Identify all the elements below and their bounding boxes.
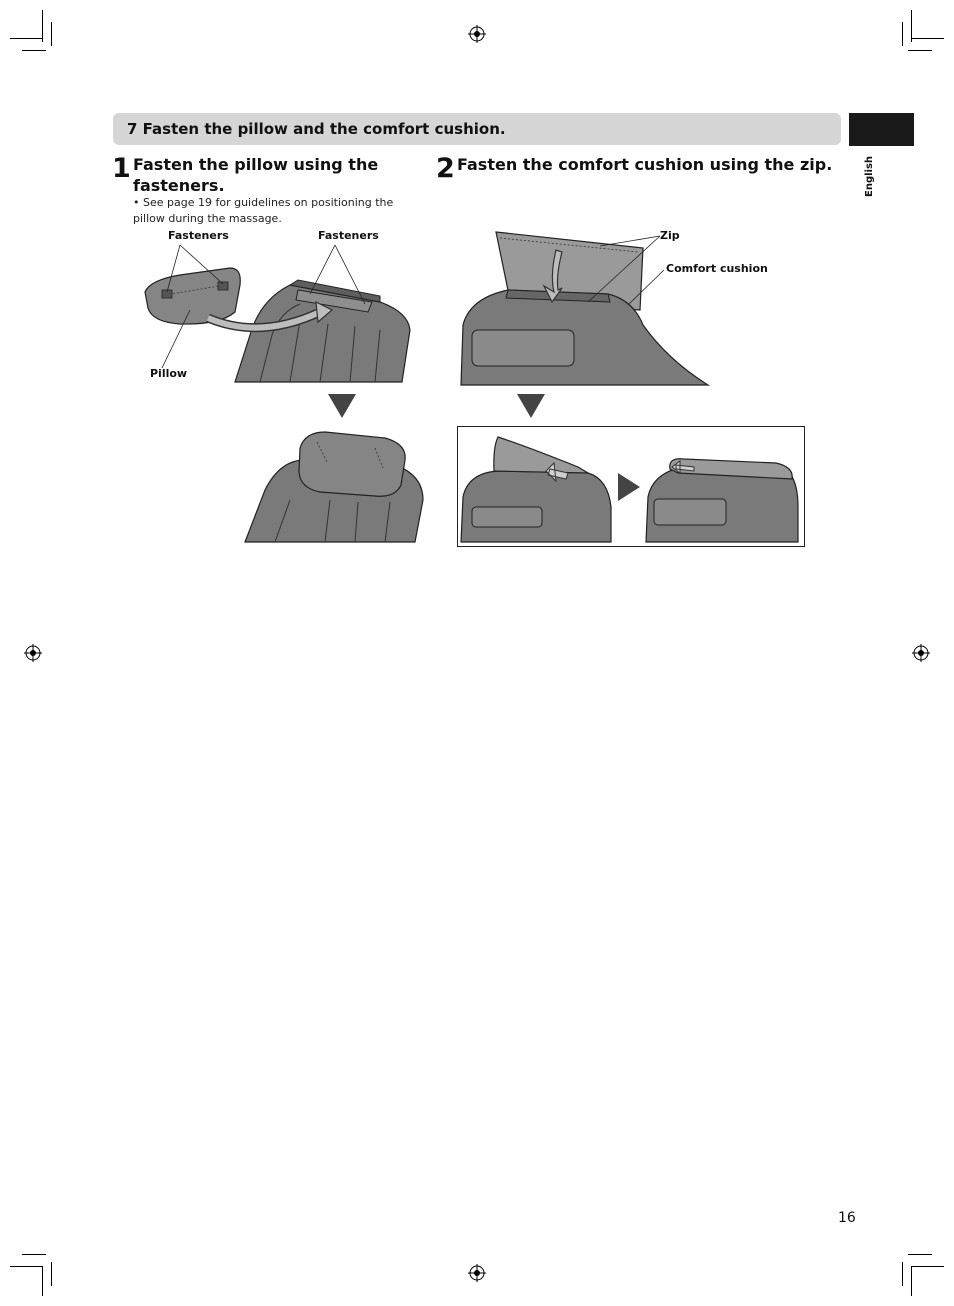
down-triangle-icon xyxy=(328,394,356,418)
right-triangle-icon xyxy=(618,473,640,501)
registration-mark-icon xyxy=(468,1264,486,1282)
side-tab xyxy=(849,113,914,146)
step-2-title: Fasten the comfort cushion using the zip. xyxy=(457,155,833,174)
page-number: 16 xyxy=(838,1210,856,1226)
step-1-note: • See page 19 for guidelines on positioning the pillow during the massage. xyxy=(133,196,394,225)
step-1-number: 1 xyxy=(112,153,131,184)
step-2-number: 2 xyxy=(436,153,455,184)
registration-mark-icon xyxy=(468,25,486,43)
registration-mark-icon xyxy=(24,644,42,662)
label-comfort-cushion: Comfort cushion xyxy=(666,262,768,275)
zip-sequence-illustration xyxy=(458,427,803,544)
step-1-title: Fasten the pillow using the fasteners. xyxy=(133,155,379,195)
label-fasteners-left: Fasteners xyxy=(168,229,229,242)
pillow-chair-illustration xyxy=(140,240,420,385)
cushion-zip-illustration xyxy=(458,230,718,388)
label-zip: Zip xyxy=(660,229,680,242)
down-triangle-icon xyxy=(517,394,545,418)
chair-with-pillow-illustration xyxy=(245,430,425,545)
side-tab-language: English xyxy=(864,155,875,197)
label-pillow: Pillow xyxy=(150,367,188,380)
section-title: 7 Fasten the pillow and the comfort cushion. xyxy=(127,120,506,138)
registration-mark-icon xyxy=(912,644,930,662)
label-fasteners-right: Fasteners xyxy=(318,229,379,242)
section-header xyxy=(113,113,841,145)
